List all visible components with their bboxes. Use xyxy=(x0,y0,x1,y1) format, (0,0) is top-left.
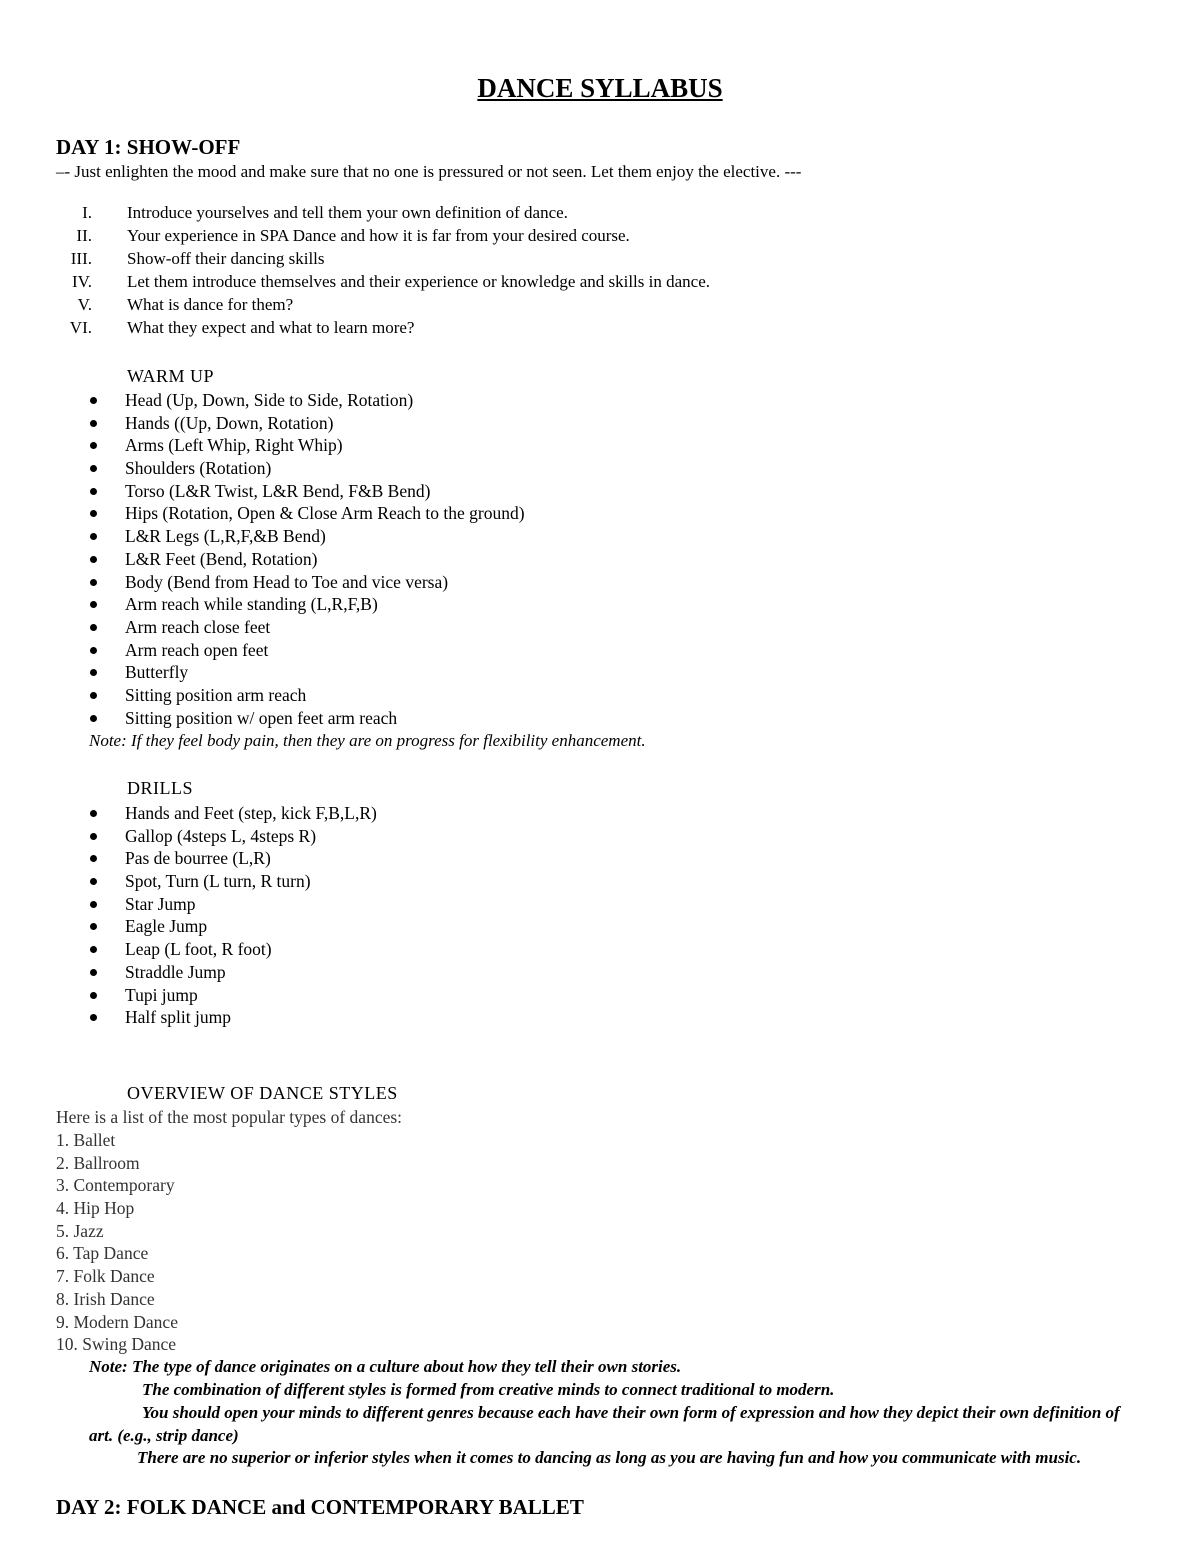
drills-heading: DRILLS xyxy=(127,778,193,798)
list-item: Head (Up, Down, Side to Side, Rotation) xyxy=(56,389,1156,412)
list-item: Half split jump xyxy=(56,1006,1156,1029)
styles-note-line4: There are no superior or inferior styles when it comes to dancing as long as you are having fun and how you communicate with music. xyxy=(137,1448,1082,1467)
list-item: Hands ((Up, Down, Rotation) xyxy=(56,412,1156,435)
bullet-icon xyxy=(90,465,97,472)
drills-list xyxy=(56,802,1156,1029)
roman-item: III. Show-off their dancing skills xyxy=(70,249,325,268)
warm-up-list xyxy=(56,389,1156,729)
list-item: Arm reach open feet xyxy=(56,639,1156,662)
bullet-icon xyxy=(90,420,97,427)
list-item: Arm reach close feet xyxy=(56,616,1156,639)
styles-note-line3: You should open your minds to different genres because each have their own form of expression and how they depict their own definition of art. (e.g., strip dance) xyxy=(89,1403,1120,1445)
styles-note-line1: Note: The type of dance originates on a culture about how they tell their own stories. xyxy=(89,1357,682,1376)
list-item: Leap (L foot, R foot) xyxy=(56,938,1156,961)
overview-heading: OVERVIEW OF DANCE STYLES xyxy=(127,1083,398,1103)
warm-up-note: Note: If they feel body pain, then they are on progress for flexibility enhancement. xyxy=(89,731,646,750)
styles-note-line2: The combination of different styles is formed from creative minds to connect traditional to modern. xyxy=(142,1380,835,1399)
list-item: 1. Ballet xyxy=(56,1130,116,1150)
overview-intro: Here is a list of the most popular types of dances: xyxy=(56,1107,403,1127)
list-item: Tupi jump xyxy=(56,984,1156,1007)
bullet-icon xyxy=(90,601,97,608)
bullet-icon xyxy=(90,878,97,885)
bullet-icon xyxy=(90,992,97,999)
day2-heading: DAY 2: FOLK DANCE and CONTEMPORARY BALLET xyxy=(56,1495,584,1519)
list-item: Spot, Turn (L turn, R turn) xyxy=(56,870,1156,893)
bullet-icon xyxy=(90,624,97,631)
list-item: Pas de bourree (L,R) xyxy=(56,847,1156,870)
list-item: Shoulders (Rotation) xyxy=(56,457,1156,480)
bullet-icon xyxy=(90,579,97,586)
list-item: Eagle Jump xyxy=(56,915,1156,938)
list-item: Torso (L&R Twist, L&R Bend, F&B Bend) xyxy=(56,480,1156,503)
list-item: 3. Contemporary xyxy=(56,1175,175,1196)
bullet-icon xyxy=(90,1014,97,1021)
roman-item: VI. What they expect and what to learn more? xyxy=(69,318,415,337)
list-item: Sitting position w/ open feet arm reach xyxy=(56,707,1156,730)
list-item: Straddle Jump xyxy=(56,961,1156,984)
bullet-icon xyxy=(90,901,97,908)
list-item: 9. Modern Dance xyxy=(56,1311,178,1332)
bullet-icon xyxy=(90,442,97,449)
list-item: 2. Ballroom xyxy=(56,1152,140,1173)
bullet-icon xyxy=(90,946,97,953)
roman-item: IV. Let them introduce themselves and their experience or knowledge and skills in dance. xyxy=(72,272,710,291)
list-item: 8. Irish Dance xyxy=(56,1288,155,1309)
roman-item: I. Introduce yourselves and tell them your own definition of dance. xyxy=(82,203,568,222)
list-item: 10. Swing Dance xyxy=(56,1334,177,1355)
list-item: Gallop (4steps L, 4steps R) xyxy=(56,825,1156,848)
list-item: Sitting position arm reach xyxy=(56,684,1156,707)
bullet-icon xyxy=(90,855,97,862)
day1-heading: DAY 1: SHOW-OFF xyxy=(56,135,241,159)
bullet-icon xyxy=(90,533,97,540)
dance-styles-list xyxy=(56,1129,178,1356)
roman-item: V. What is dance for them? xyxy=(77,295,294,314)
day1-intro: –- Just enlighten the mood and make sure that no one is pressured or not seen. Let them enjoy the elective. --- xyxy=(56,162,802,181)
bullet-icon xyxy=(90,556,97,563)
list-item: Body (Bend from Head to Toe and vice versa) xyxy=(56,571,1156,594)
list-item: 6. Tap Dance xyxy=(56,1243,149,1264)
bullet-icon xyxy=(90,510,97,517)
bullet-icon xyxy=(90,833,97,840)
list-item: 7. Folk Dance xyxy=(56,1266,155,1287)
bullet-icon xyxy=(90,669,97,676)
list-item: L&R Legs (L,R,F,&B Bend) xyxy=(56,525,1156,548)
warm-up-heading: WARM UP xyxy=(127,366,215,386)
day1-roman-list xyxy=(56,201,1156,339)
list-item: Arms (Left Whip, Right Whip) xyxy=(56,434,1156,457)
bullet-icon xyxy=(90,488,97,495)
list-item: Hips (Rotation, Open & Close Arm Reach to the ground) xyxy=(56,502,1156,525)
bullet-icon xyxy=(90,969,97,976)
list-item: Butterfly xyxy=(56,661,1156,684)
roman-item: II. Your experience in SPA Dance and how it is far from your desired course. xyxy=(76,226,630,245)
list-item: Arm reach while standing (L,R,F,B) xyxy=(56,593,1156,616)
bullet-icon xyxy=(90,397,97,404)
list-item: L&R Feet (Bend, Rotation) xyxy=(56,548,1156,571)
list-item: Star Jump xyxy=(56,893,1156,916)
list-item: Hands and Feet (step, kick F,B,L,R) xyxy=(56,802,1156,825)
bullet-icon xyxy=(90,715,97,722)
list-item: 5. Jazz xyxy=(56,1220,104,1241)
bullet-icon xyxy=(90,647,97,654)
bullet-icon xyxy=(90,692,97,699)
bullet-icon xyxy=(90,923,97,930)
list-item: 4. Hip Hop xyxy=(56,1198,135,1219)
document-title: DANCE SYLLABUS xyxy=(477,73,723,103)
bullet-icon xyxy=(90,810,97,817)
